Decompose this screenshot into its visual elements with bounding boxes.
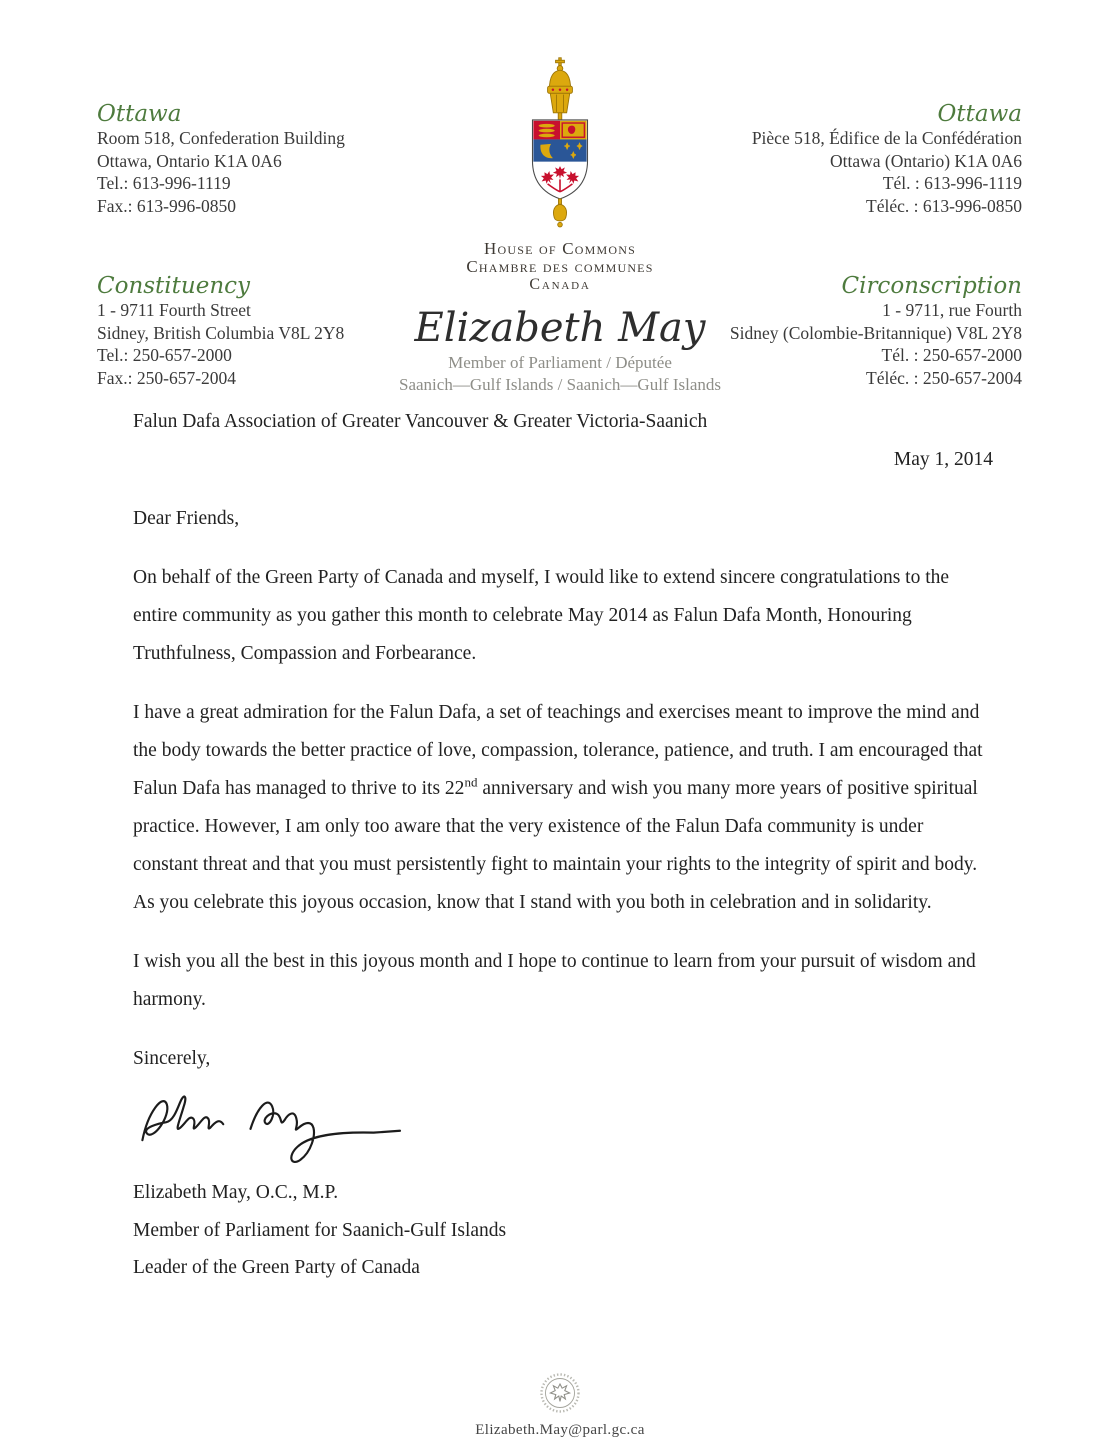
letterhead-center <box>0 56 1120 394</box>
address-line: Room 518, Confederation Building <box>97 128 345 148</box>
address-line: Sidney, British Columbia V8L 2Y8 <box>97 322 345 343</box>
recipient-line: Falun Dafa Association of Greater Vancouver & Greater Victoria-Saanich <box>133 411 708 432</box>
paragraph-2-text: I have a great admiration for the Falun Dafa, a set of teachings and exercises meant to improve the mind and the body towards the better practice of love, compassion, tolerance, patience, and truth. I am encouraged that Falun Dafa has managed to thrive to its 22 <box>133 702 983 799</box>
institution-line-canada: Canada <box>529 276 591 293</box>
address-line: Fax.: 613-996-0850 <box>97 195 237 216</box>
signoff-block <box>133 1174 993 1287</box>
paragraph-3: I wish you all the best in this joyous month and I hope to continue to learn from your pursuit of wisdom and harmony. <box>133 951 976 1010</box>
constituency-fr-title: Circonscription <box>841 273 1022 299</box>
member-riding: Saanich—Gulf Islands / Saanich—Gulf Islands <box>399 375 721 394</box>
maple-leaf-seal-icon <box>539 1401 581 1418</box>
signature-icon <box>129 1080 993 1174</box>
address-line: Pièce 518, Édifice de la Confédération <box>751 128 1022 148</box>
signoff-title: Member of Parliament for Saanich-Gulf Islands <box>133 1219 507 1241</box>
address-line: Tel.: 613-996-1119 <box>97 173 231 193</box>
address-line: 1 - 9711 Fourth Street <box>97 300 251 320</box>
address-line: Sidney (Colombie-Britannique) V8L 2Y8 <box>729 322 1022 343</box>
date-line: May 1, 2014 <box>893 449 993 470</box>
address-line: Ottawa, Ontario K1A 0A6 <box>97 150 282 171</box>
address-line: Ottawa (Ontario) K1A 0A6 <box>830 150 1022 171</box>
closing-word: Sincerely, <box>133 1048 211 1069</box>
signoff-role: Leader of the Green Party of Canada <box>133 1257 420 1278</box>
letter-body <box>133 403 993 1287</box>
paragraph-1: On behalf of the Green Party of Canada and myself, I would like to extend sincere congratulations to the entire community as you gather this month to celebrate May 2014 as Falun Dafa Month, Honouring Truthfulness, Compassion and Forbearance. <box>133 567 950 664</box>
institution-line-en: House of Commons <box>483 239 636 258</box>
paragraph-2-text: anniversary and wish you many more years of positive spiritual practice. However, I am only too aware that the very existence of the Falun Dafa community is under constant threat and that you must persistently fight to maintain your rights to the integrity of spirit and body. As you celebrate this joyous occasion, know that I stand with you both in celebration and in solidarity. <box>133 778 978 913</box>
salutation: Dear Friends, <box>133 508 240 529</box>
paragraph-2 <box>133 694 993 922</box>
member-name: Elizabeth May <box>414 305 706 351</box>
signoff-name: Elizabeth May, O.C., M.P. <box>133 1182 339 1203</box>
ottawa-en-title: Ottawa <box>97 101 182 127</box>
ordinal-superscript: nd <box>464 774 478 790</box>
institution-line-fr: Chambre des communes <box>466 257 654 276</box>
page-footer <box>0 1372 1120 1439</box>
address-line: Tél. : 250-657-2000 <box>881 345 1022 365</box>
address-line: Fax.: 250-657-2004 <box>97 367 237 388</box>
ottawa-fr-title: Ottawa <box>937 101 1022 127</box>
address-line: Tel.: 250-657-2000 <box>97 345 232 365</box>
house-of-commons-mace-icon <box>520 56 600 235</box>
address-line: Téléc. : 250-657-2004 <box>866 367 1022 388</box>
address-line: Tél. : 613-996-1119 <box>882 173 1022 193</box>
address-line: Téléc. : 613-996-0850 <box>866 195 1022 216</box>
institution-name <box>466 240 653 294</box>
address-line: 1 - 9711, rue Fourth <box>882 300 1022 320</box>
contact-email: Elizabeth.May@parl.gc.ca <box>475 1422 645 1438</box>
member-title: Member of Parliament / Députée <box>448 353 672 372</box>
constituency-en-title: Constituency <box>97 273 251 299</box>
